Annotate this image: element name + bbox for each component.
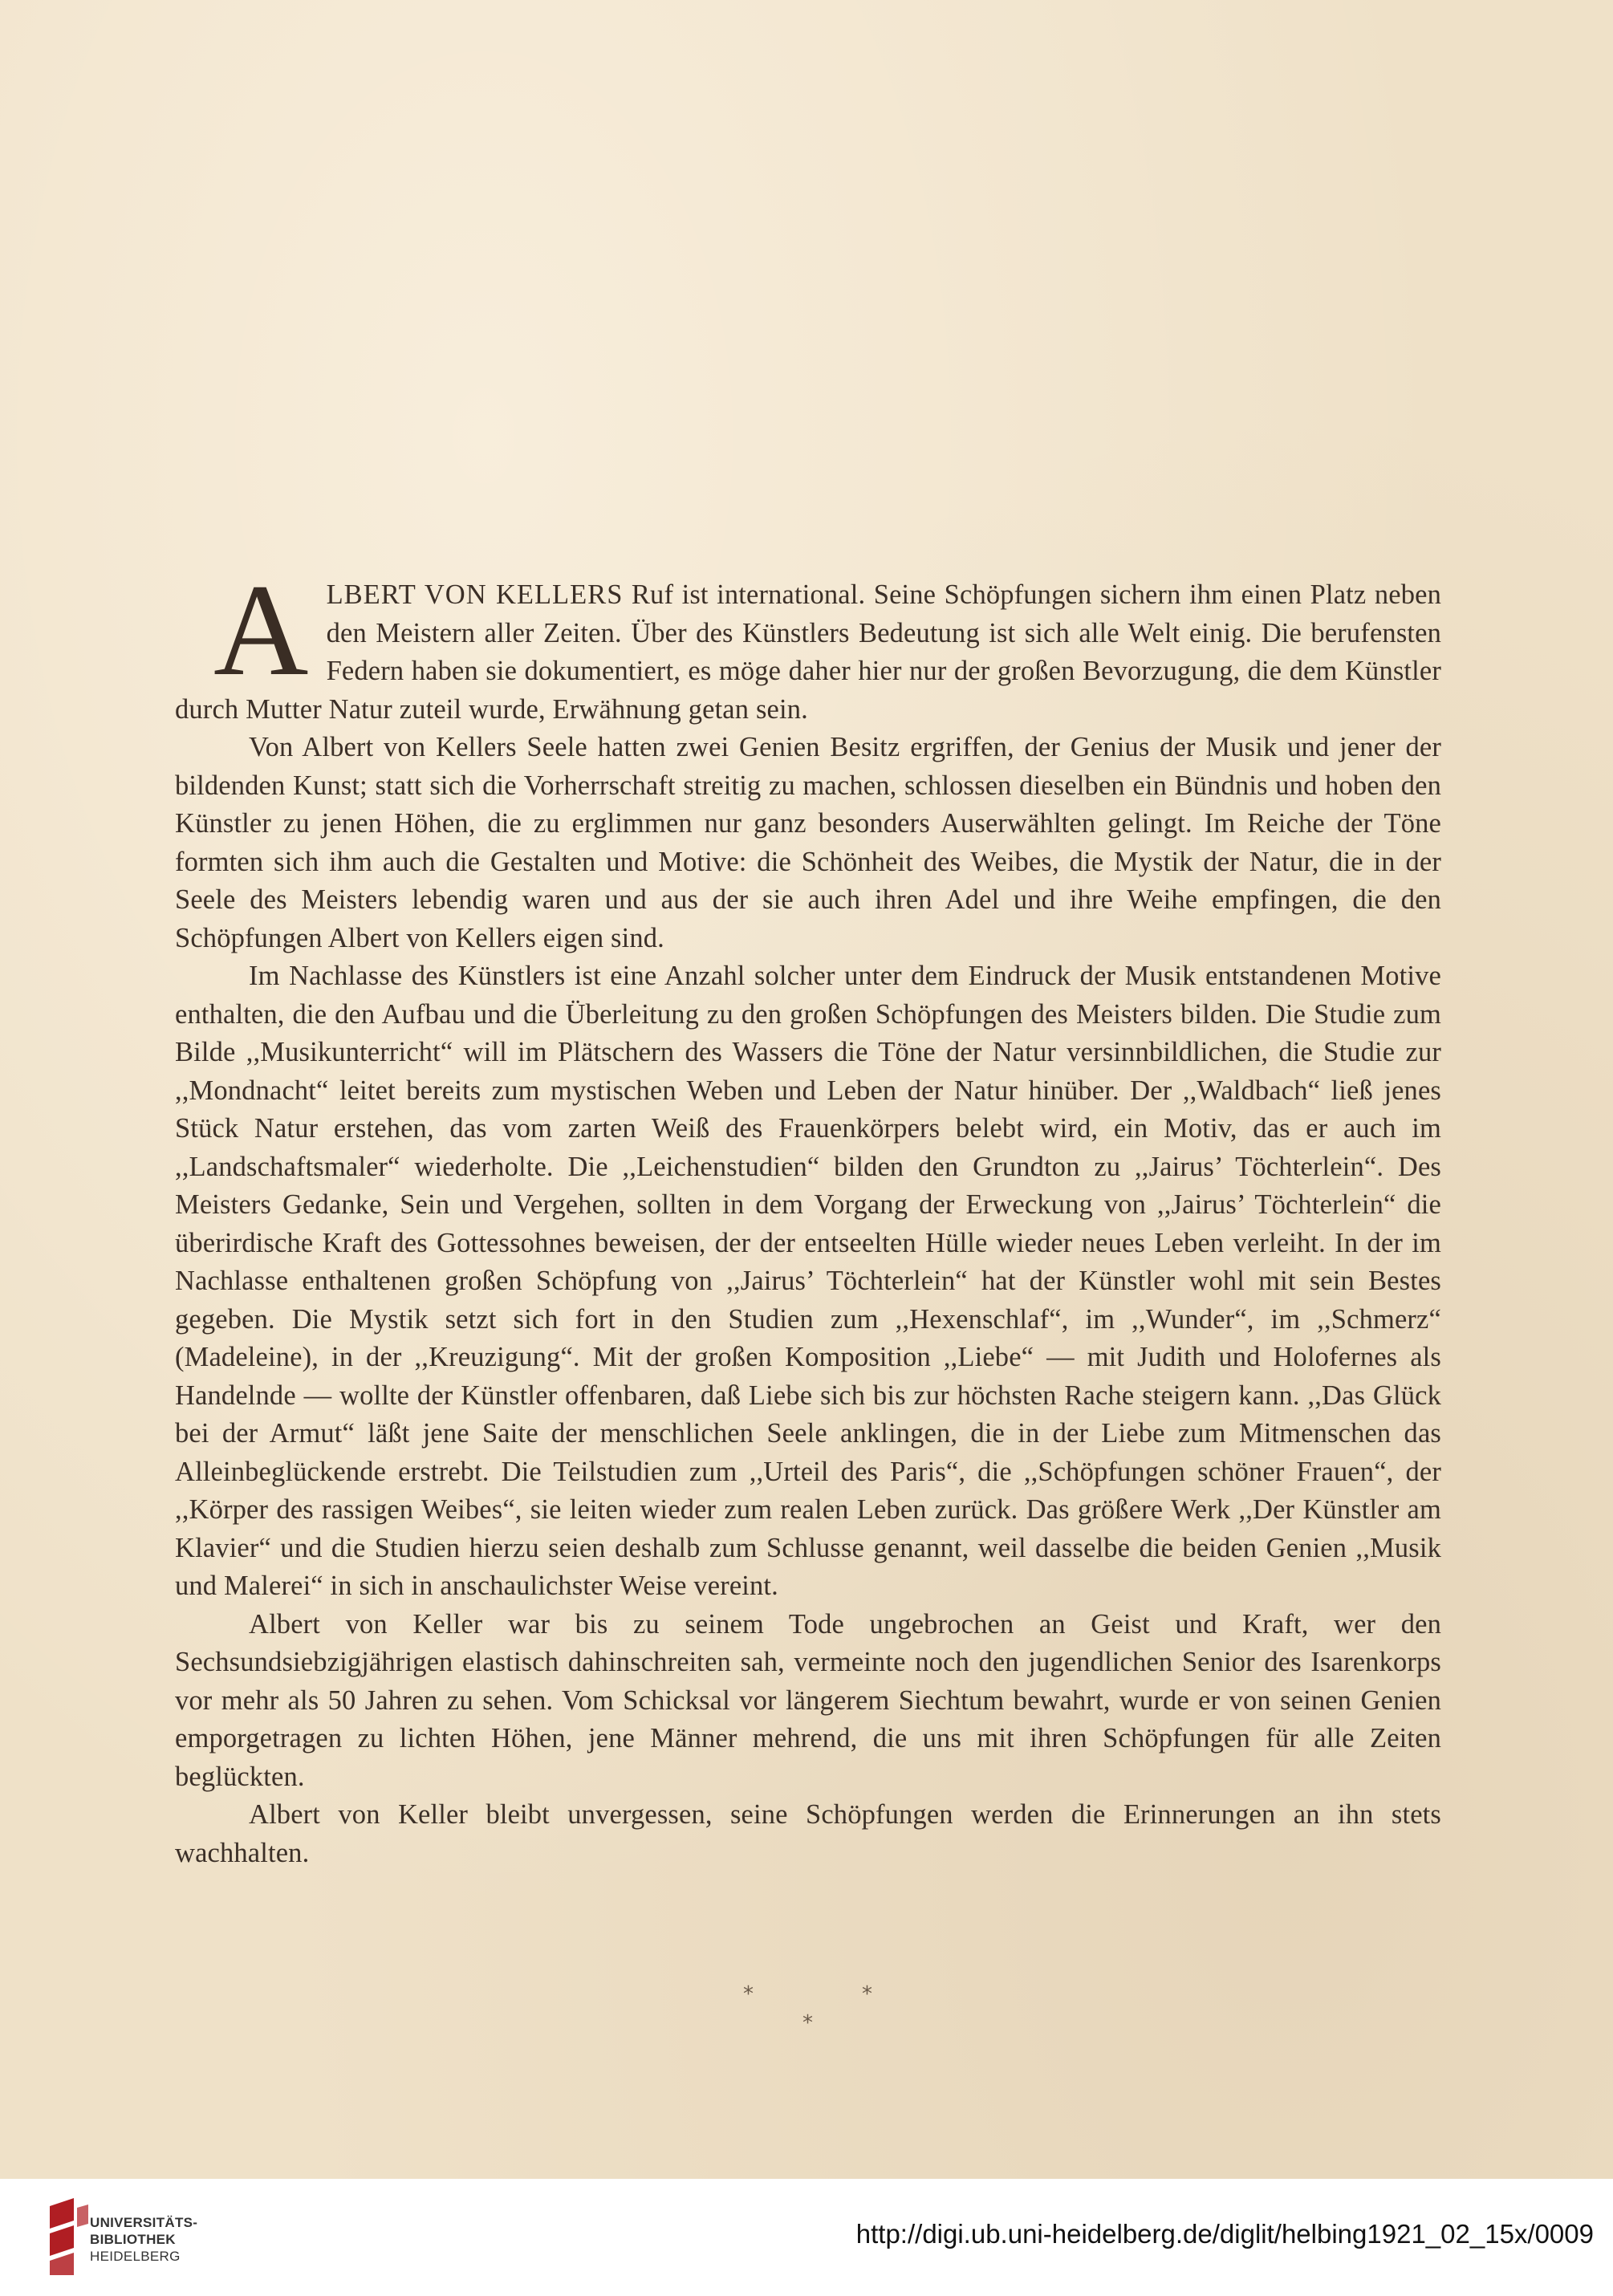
ornament-star-left: * [743,1982,754,2006]
paragraph-2: Von Albert von Kellers Seele hatten zwei Genien Besitz ergriffen, der Genius der Musik und jener der bildenden Kunst; statt sich die Vorherrschaft streitig zu machen, schlossen dieselben ein Bündnis und hoben den Künstler zu jenen Höhen, die zu erglimmen nur ganz besonders Auserwählten gelingt. Im Reiche der Töne formten sich ihm auch die Gestalten und Motive: die Schönheit des Weibes, die Mystik der Natur, die in der Seele des Meisters lebendig waren und aus der sie auch ihren Adel und ihre Weihe empfingen, die den Schöpfungen Albert von Kellers eigen sind. [175,732,1441,953]
library-name-line2: BIBLIOTHEK [90,2232,176,2247]
ornament-star-bottom: * [802,2011,813,2035]
paragraph-3: Im Nachlasse des Künstlers ist eine Anzahl solcher unter dem Eindruck der Musik entstandenen Motive enthalten, die den Aufbau und die Überleitung zu den großen Schöpfungen des Meisters bilden. Die Studie zum Bilde ,,Musikunterricht“ will im Plätschern des Wassers die Töne der Natur versinnbildlichen, die Studie zur ,,Mondnacht“ leitet bereits zum mystischen Weben und Leben der Natur hinüber. Der ,,Waldbach“ ließ jenes Stück Natur erstehen, das vom zarten Weiß des Frauenkörpers belebt wird, ein Motiv, das er auch im ,,Landschaftsmaler“ wiederholte. Die ,,Leichenstudien“ bilden den Grundton zu ,,Jairus’ Töchterlein“. Des Meisters Gedanke, Sein und Vergehen, sollten in dem Vorgang der Erweckung von ,,Jairus’ Töchterlein“ die überirdische Kraft des Gottessohnes beweisen, der der entseelten Hülle wieder neues Leben verleiht. In der im Nachlasse enthaltenen großen Schöpfung von ,,Jairus’ Töchterlein“ hat der Künstler wohl mit sein Bestes gegeben. Die Mystik setzt sich fort in den Studien zum ,,Hexenschlaf“, im ,,Wunder“, im ,,Schmerz“ (Madeleine), in der ,,Kreuzigung“. Mit der großen Komposition ,,Liebe“ — mit Judith und Holofernes als Handelnde — wollte der Künstler offenbaren, daß Liebe sich bis zur höchsten Rache steigern kann. ,,Das Glück bei der Armut“ läßt jene Saite der menschlichen Seele anklingen, die in der Liebe zum Mitmenschen das Alleinbeglückende erstrebt. Die Teilstudien zum ,,Urteil des Paris“, die ,,Schöpfungen schöner Frauen“, der ,,Körper des rassigen Weibes“, sie leiten wieder zum realen Leben zurück. Das größere Werk ,,Der Künstler am Klavier“ und die Studien hierzu seien deshalb zum Schlusse genannt, weil dasselbe die beiden Genien ,,Musik und Malerei“ in sich in anschaulichster Weise vereint. [175,961,1441,1601]
paragraph-4: Albert von Keller war bis zu seinem Tode ungebrochen an Geist und Kraft, wer den Sechsundsiebzigjährigen elastisch dahinschreiten sah, vermeinte noch den jugendlichen Senior des Isarenkorps vor mehr als 50 Jahren zu sehen. Vom Schicksal vor längerem Siechtum bewahrt, wurde er von seinen Genien emporgetragen zu lichten Höhen, jene Männer mehrend, die uns mit ihren Schöpfungen für alle Zeiten beglückten. [175,1608,1441,1792]
digitization-footer [0,2179,1613,2296]
paragraph-1-text: Ruf ist international. Seine Schöpfungen sichern ihm einen Platz neben den Meistern aller Zeiten. Über des Künstlers Bedeutung ist sich alle Welt einig. Die berufensten Federn haben sie dokumentiert, es möge daher hier nur der großen Bevorzugung, die dem Künstler durch Mutter Natur zuteil wurde, Erwähnung getan sein. [175,579,1441,725]
ornament-star-right: * [862,1982,872,2006]
library-name [90,2214,197,2265]
library-name-line1: UNIVERSITÄTS- [90,2215,198,2230]
article-body [175,558,1441,1872]
opening-name: LBERT VON KELLERS [326,579,624,610]
library-name-line3: HEIDELBERG [90,2249,181,2264]
permalink-url[interactable]: http://digi.ub.uni-heidelberg.de/diglit/helbing1921_02_15x/0009 [855,2219,1594,2249]
paragraph-5: Albert von Keller bleibt unvergessen, seine Schöpfungen werden die Erinnerungen an ihn stets wachhalten. [175,1799,1441,1868]
drop-cap: A [213,558,309,703]
paragraph-1 [175,558,1441,729]
